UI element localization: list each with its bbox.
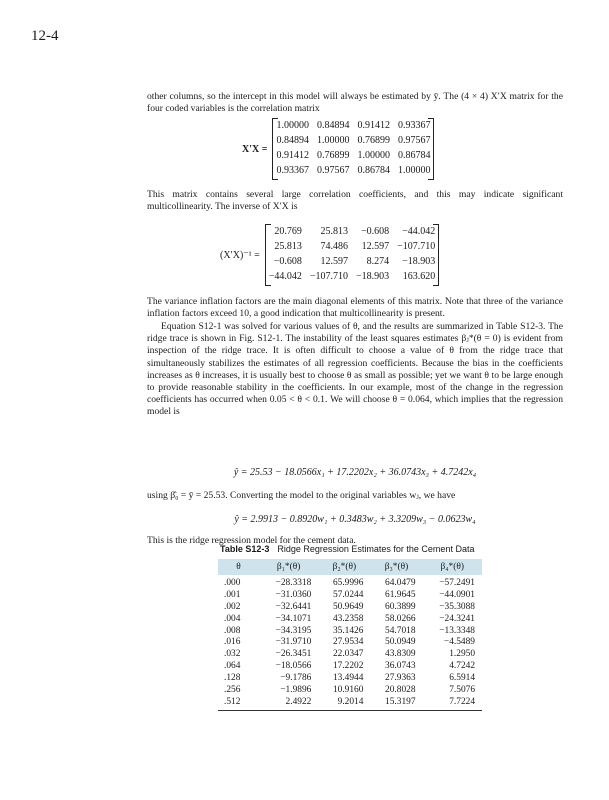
matrix-cell: 0.97567	[316, 165, 350, 177]
table-cell: 57.0244	[332, 589, 364, 600]
matrix-row	[272, 134, 434, 149]
equation-original: ŷ = 2.9913 − 0.8920w₁ + 0.3483w₂ + 3.3209w₃ − 0.0623w₄	[234, 514, 476, 525]
table-row	[218, 575, 482, 589]
matrix-row	[265, 225, 440, 240]
equation-coded: ŷ = 25.53 − 18.0566x₁ + 17.2202x₂ + 36.0743x₃ + 4.7242x₄	[233, 467, 477, 478]
matrix-cell: 8.274	[366, 256, 390, 268]
matrix-cell: 25.813	[320, 226, 348, 238]
table-caption	[220, 544, 474, 554]
table-row	[218, 673, 482, 685]
matrix-cell: 1.00000	[397, 165, 431, 177]
table-cell: −57.2491	[439, 578, 475, 588]
table-cell: 17.2202	[332, 661, 364, 672]
table-cell: .002	[224, 601, 241, 612]
table-cell: −28.3318	[275, 578, 312, 588]
table-cell: 36.0743	[385, 661, 416, 672]
matrix-row	[272, 149, 434, 164]
table-cell: .008	[224, 625, 241, 636]
table-cell: 10.9160	[332, 684, 364, 695]
matrix-cell: 20.769	[274, 226, 302, 238]
matrix-cell: 0.93367	[276, 165, 309, 177]
table-cell: 58.0266	[385, 613, 416, 624]
table-cell: −34.3195	[275, 625, 312, 636]
paragraph-intro: other columns, so the intercept in this model will always be estimated by ȳ. The (4 × 4) X′X matrix for the four coded variables is the correlation matrix	[147, 91, 563, 115]
table-cell: −13.3348	[439, 625, 475, 636]
paragraph-conclusion: This is the ridge regression model for the cement data.	[147, 535, 356, 546]
table-row	[218, 637, 482, 649]
inverse-matrix-block	[220, 224, 439, 286]
table-cell: −26.3451	[275, 649, 312, 660]
table-title: Ridge Regression Estimates for the Cement Data	[277, 544, 475, 554]
matrix-cell: 12.597	[361, 241, 390, 253]
table-row	[218, 696, 482, 710]
table-cell: −4.5489	[443, 637, 475, 648]
table-cell: −1.9896	[280, 684, 312, 695]
table-cell: 61.9645	[385, 589, 416, 600]
table-cell: −34.1071	[275, 613, 312, 624]
paragraph-using: using β̂₀ = ȳ = 25.53. Converting the model to the original variables wⱼ, we have	[147, 490, 456, 501]
paragraph-ridge: Equation S12-1 was solved for various values of θ, and the results are summarized in Table S12-3. The ridge trace is shown in Fig. S12-1. The instability of the least squares estimates βⱼ*(θ = 0) is evident from inspection of the ridge trace. It is often difficult to choose a value of θ from the ridge trace that simultaneously stabilizes the estimates of all regression coefficients. Because the bias in the coefficients increases as θ increases, it is usually best to choose θ as small as possible; yet we want θ to be large enough to provide reasonable stability in the coefficients. In our example, most of the change in the regression coefficients has occurred when 0.05 < θ < 0.1. We will choose θ = 0.064, which implies that the regression model is	[147, 321, 563, 418]
correlation-matrix	[272, 119, 434, 179]
table-cell: 13.4944	[332, 673, 364, 683]
matrix-cell: −107.710	[397, 241, 436, 253]
table-cell: −9.1786	[280, 673, 312, 683]
table-cell: 22.0347	[332, 649, 364, 660]
table-cell: 50.0949	[385, 637, 416, 648]
matrix-cell: 1.00000	[357, 150, 390, 162]
table-cell: .016	[224, 637, 241, 648]
table-cell: −18.0566	[275, 661, 312, 672]
matrix-cell: 0.91412	[357, 120, 390, 132]
matrix-cell: 0.76899	[357, 135, 390, 147]
table-header-cell: θ	[218, 559, 259, 575]
matrix-cell: 0.93367	[397, 120, 431, 132]
table-cell: −24.3241	[439, 613, 475, 624]
table-row	[218, 684, 482, 696]
correlation-matrix-label: X′X =	[242, 143, 268, 155]
table-cell: 64.0479	[385, 578, 416, 588]
table-label: Table S12-3	[220, 544, 270, 554]
matrix-cell: −107.710	[309, 271, 348, 283]
table-cell: 1.2950	[449, 649, 475, 660]
table-cell: .000	[224, 578, 241, 588]
table-cell: 60.3899	[385, 601, 416, 612]
table-header-cell: β₂*(θ)	[318, 559, 370, 575]
matrix-row	[265, 255, 440, 270]
matrix-cell: 1.00000	[276, 120, 309, 132]
correlation-matrix-block	[242, 118, 434, 180]
matrix-cell: −44.042	[402, 226, 436, 238]
matrix-cell: −44.042	[268, 271, 302, 283]
table-header-cell: β₃*(θ)	[370, 559, 422, 575]
table-header-cell: β₄*(θ)	[423, 559, 482, 575]
table-cell: 4.7242	[449, 661, 475, 672]
table-cell: .032	[224, 649, 241, 660]
matrix-row	[265, 270, 440, 285]
table-cell: .064	[224, 661, 241, 672]
table-cell: 54.7018	[385, 625, 416, 636]
table-cell: −44.0901	[439, 589, 475, 600]
table-cell: −35.3088	[439, 601, 475, 612]
table-cell: 50.9649	[332, 601, 364, 612]
table-row	[218, 661, 482, 673]
table-cell: 43.2358	[332, 613, 364, 624]
matrix-cell: 1.00000	[316, 135, 350, 147]
table-cell: .001	[224, 589, 241, 600]
paragraph-after-correlation: This matrix contains several large correlation coefficients, and this may indicate significant multicollinearity. The inverse of X′X is	[147, 189, 563, 213]
table-cell: −31.9710	[275, 637, 312, 648]
inverse-matrix-brackets	[265, 224, 440, 286]
table-cell: 9.2014	[318, 696, 370, 710]
table-row	[218, 613, 482, 625]
matrix-cell: 0.97567	[397, 135, 431, 147]
table-row	[218, 589, 482, 601]
table-cell: 7.5076	[449, 684, 475, 695]
table-row	[218, 625, 482, 637]
table-row	[218, 601, 482, 613]
correlation-matrix-brackets	[272, 118, 434, 180]
table-cell: 2.4922	[259, 696, 318, 710]
table-cell: 27.9363	[385, 673, 416, 683]
matrix-cell: 0.84894	[316, 120, 350, 132]
table-row	[218, 649, 482, 661]
table-cell: 65.9996	[332, 578, 364, 588]
matrix-cell: 0.86784	[397, 150, 431, 162]
table-cell: .128	[224, 673, 241, 683]
table-cell: .004	[224, 613, 241, 624]
matrix-cell: 0.91412	[276, 150, 309, 162]
ridge-estimates-table	[218, 559, 482, 711]
inverse-matrix-label: (X′X)⁻¹ =	[220, 249, 260, 261]
matrix-cell: 74.486	[320, 241, 348, 253]
table-cell: 6.5914	[449, 673, 475, 683]
table-cell: 20.8028	[385, 684, 416, 695]
table-cell: 7.7224	[423, 696, 482, 710]
matrix-row	[272, 164, 434, 179]
table-cell: −32.6441	[275, 601, 312, 612]
table-cell: .256	[224, 684, 241, 695]
table-cell: 27.9534	[332, 637, 364, 648]
matrix-cell: 163.620	[402, 271, 436, 283]
matrix-row	[265, 240, 440, 255]
matrix-cell: 25.813	[274, 241, 302, 253]
table-cell: 43.8309	[385, 649, 416, 660]
matrix-cell: 0.84894	[276, 135, 309, 147]
table-cell: .512	[218, 696, 259, 710]
matrix-cell: 12.597	[320, 256, 348, 268]
paragraph-vif: The variance inflation factors are the main diagonal elements of this matrix. Note that three of the variance inflation factors exceed 10, a good indication that multicollinearity is present.	[147, 296, 563, 320]
matrix-row	[272, 119, 434, 134]
table-header-cell: β₁*(θ)	[259, 559, 318, 575]
table-header-row	[218, 559, 482, 575]
matrix-cell: −18.903	[402, 256, 436, 268]
matrix-cell: −0.608	[273, 256, 302, 268]
matrix-cell: 0.86784	[357, 165, 390, 177]
inverse-matrix	[265, 225, 440, 285]
matrix-cell: −0.608	[361, 226, 390, 238]
table-cell: 15.3197	[370, 696, 422, 710]
page-number: 12-4	[31, 28, 59, 44]
table-cell: −31.0360	[275, 589, 312, 600]
table-cell: 35.1426	[332, 625, 364, 636]
matrix-cell: −18.903	[356, 271, 390, 283]
matrix-cell: 0.76899	[316, 150, 350, 162]
